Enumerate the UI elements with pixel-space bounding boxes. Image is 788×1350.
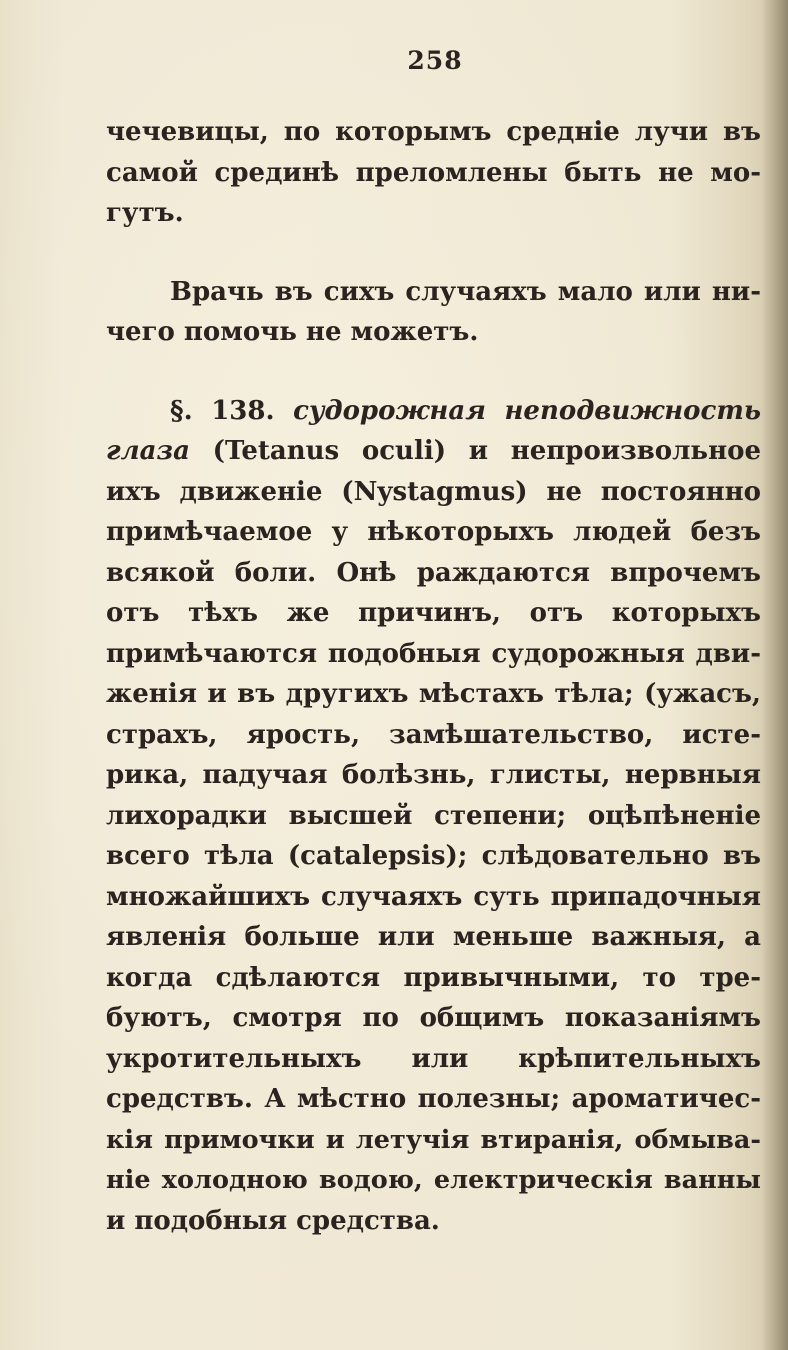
text-line: ніе холодною водою, електрическія ванны [106,1165,761,1195]
text-line: укротительныхъ или крѣпительныхъ [106,1043,761,1074]
text-line [106,431,761,472]
paragraph-gap [106,353,761,391]
paragraph-gap [106,234,761,272]
text-line: страхъ, ярость, замѣшательство, исте- [106,719,761,750]
section-title-italic: судорожная неподвижность [293,395,761,426]
text-line: примѣчаемое у нѣкоторыхъ людей безъ [106,517,761,547]
page-spine-shadow [762,0,788,1350]
italic-term: глаза [106,436,190,466]
page-number: 258 [407,46,463,75]
text-line: лихорадки высшей степени; оцѣпѣненіе [106,800,761,831]
text-line: когда сдѣлаются привычными, то тре- [106,962,761,993]
text-line: явленія больше или меньше важныя, а [106,922,761,952]
paragraph-3 [106,391,761,1242]
text-line: буютъ, смотря по общимъ показаніямъ [106,1003,761,1033]
text-line: Врачь въ сихъ случаяхъ мало или ни- [170,276,761,307]
text-fragment: (Tetanus oculi) и непроизвольное [189,436,761,466]
text-line: всякой боли. Онѣ раждаются впрочемъ [106,557,761,588]
text-line: чего помочь не можетъ. [106,317,479,347]
text-line: рика, падучая болѣзнь, глисты, нервныя [106,760,761,790]
paragraph-2 [106,272,761,353]
text-line: примѣчаются подобныя судорожныя дви- [106,638,761,669]
text-line: женія и въ другихъ мѣстахъ тѣла; (ужасъ, [106,679,761,709]
text-line: отъ тѣхъ же причинъ, отъ которыхъ [106,598,761,628]
text-line: множайшихъ случаяхъ суть припадочныя [106,881,761,912]
text-line: средствъ. А мѣстно полезны; ароматичес- [106,1084,761,1114]
text-line: и подобныя средства. [106,1205,440,1236]
text-line: гутъ. [106,198,184,228]
text-line: самой срединѣ преломлены быть не мо- [106,157,761,188]
page-text [106,112,761,1241]
section-heading-line [106,391,761,432]
text-line: чечевицы, по которымъ средніе лучи въ [106,117,761,147]
section-number: §. 138. [170,395,294,426]
text-line: ихъ движеніе (Nystagmus) не постоянно [106,476,761,507]
text-line: всего тѣла (catalepsis); слѣдовательно въ [106,841,761,871]
text-line: кія примочки и летучія втиранія, обмыва- [106,1124,761,1155]
paragraph-1 [106,112,761,234]
